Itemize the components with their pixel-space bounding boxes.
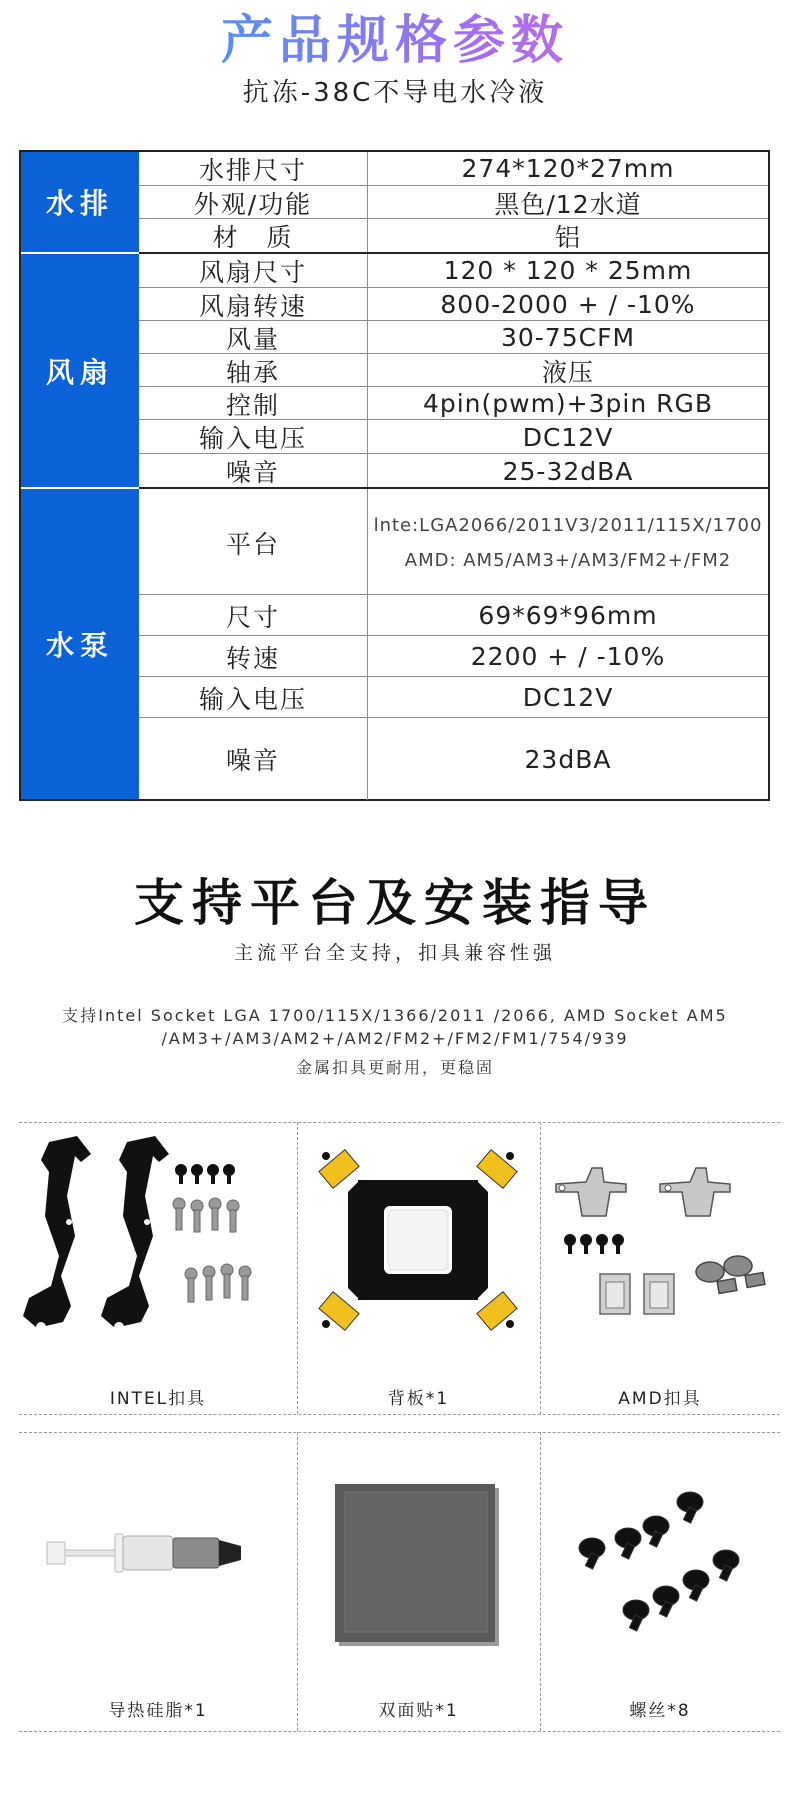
table-row <box>139 386 768 420</box>
spec-value: 4pin(pwm)+3pin RGB <box>422 389 714 418</box>
spec-value: 30-75CFM <box>500 323 636 352</box>
spec-key: 水排尺寸 <box>139 152 368 185</box>
spec-key: 轴承 <box>139 354 368 387</box>
spec-value: 800-2000 + / -10% <box>440 290 696 319</box>
install-subtitle: 主流平台全支持，扣具兼容性强 <box>233 942 556 964</box>
accessory-label: 导热硅脂*1 <box>108 1701 208 1721</box>
table-row <box>139 152 768 185</box>
grid-divider <box>19 1414 780 1415</box>
group-pump: 水泵 <box>21 489 139 799</box>
spec-value-line: AMD: AM5/AM3+/AM3/FM2+/FM2 <box>404 549 732 571</box>
table-row <box>139 320 768 354</box>
spec-key: 输入电压 <box>139 420 368 454</box>
spec-value: 120 * 120 * 25mm <box>443 256 693 285</box>
spec-key: 噪音 <box>139 454 368 488</box>
accessory-label: 双面贴*1 <box>378 1701 459 1721</box>
table-row <box>139 594 768 636</box>
install-title: 支持平台及安装指导 <box>134 874 656 932</box>
install-desc-line: 支持Intel Socket LGA 1700/115X/1366/2011 /2066, AMD Socket AM5 <box>62 1006 728 1025</box>
page-title: 产品规格参数 <box>0 6 790 76</box>
spec-value <box>368 489 768 596</box>
table-row <box>139 218 768 253</box>
accessory-card <box>540 1432 780 1731</box>
spec-key: 平台 <box>139 489 368 596</box>
spec-key: 噪音 <box>139 718 368 800</box>
spec-value: 23dBA <box>524 744 612 774</box>
grid-divider <box>19 1731 780 1732</box>
spec-value: 液压 <box>541 357 594 387</box>
screws-icon <box>540 1432 780 1672</box>
table-row <box>139 635 768 677</box>
spec-value: 铝 <box>554 223 581 252</box>
install-desc-line: /AM3+/AM3/AM2+/AM2/FM2+/FM2/FM1/754/939 <box>161 1029 629 1048</box>
accessory-label: 螺丝*8 <box>629 1701 691 1721</box>
page-subtitle: 抗冻-38C不导电水冷液 <box>242 78 548 108</box>
accessory-card <box>297 1122 540 1414</box>
spec-value: 274*120*27mm <box>461 154 675 183</box>
spec-key: 控制 <box>139 387 368 420</box>
table-row <box>139 717 768 800</box>
spec-table <box>19 150 770 801</box>
spec-key: 尺寸 <box>139 595 368 636</box>
backplate-icon <box>297 1122 540 1352</box>
spec-value: 黑色/12水道 <box>494 189 642 219</box>
spec-key: 材 质 <box>139 219 368 253</box>
group-fan: 风扇 <box>21 254 139 487</box>
intel-bracket-icon <box>19 1122 297 1352</box>
spec-value: 2200 + / -10% <box>470 642 666 671</box>
table-row <box>139 185 768 219</box>
spec-value-line: lnte:LGA2066/2011V3/2011/115X/1700 <box>373 514 763 536</box>
double-sided-tape-icon <box>297 1432 540 1672</box>
table-row <box>139 287 768 321</box>
table-row <box>139 419 768 454</box>
spec-value: 25-32dBA <box>502 456 634 486</box>
table-row <box>139 676 768 718</box>
group-radiator: 水排 <box>21 152 139 252</box>
table-row <box>139 487 768 596</box>
spec-key: 风扇尺寸 <box>139 254 368 287</box>
spec-key: 外观/功能 <box>139 186 368 219</box>
thermal-paste-icon <box>19 1432 297 1672</box>
accessory-label: 背板*1 <box>387 1389 450 1409</box>
spec-value: 69*69*96mm <box>478 601 658 630</box>
accessory-label: AMD扣具 <box>618 1389 702 1409</box>
accessory-card <box>19 1122 297 1414</box>
table-row <box>139 353 768 387</box>
accessory-card <box>19 1432 297 1731</box>
spec-value: DC12V <box>522 683 614 712</box>
accessory-label: INTEL扣具 <box>109 1389 207 1409</box>
spec-key: 风量 <box>139 321 368 354</box>
install-desc-line: 金属扣具更耐用，更稳固 <box>295 1058 494 1077</box>
accessory-card <box>540 1122 780 1414</box>
spec-key: 输入电压 <box>139 677 368 718</box>
amd-bracket-icon <box>540 1122 780 1352</box>
spec-key: 转速 <box>139 636 368 677</box>
table-row <box>139 453 768 488</box>
spec-key: 风扇转速 <box>139 288 368 321</box>
spec-value: DC12V <box>522 422 614 452</box>
table-row <box>139 252 768 287</box>
accessory-card <box>297 1432 540 1731</box>
